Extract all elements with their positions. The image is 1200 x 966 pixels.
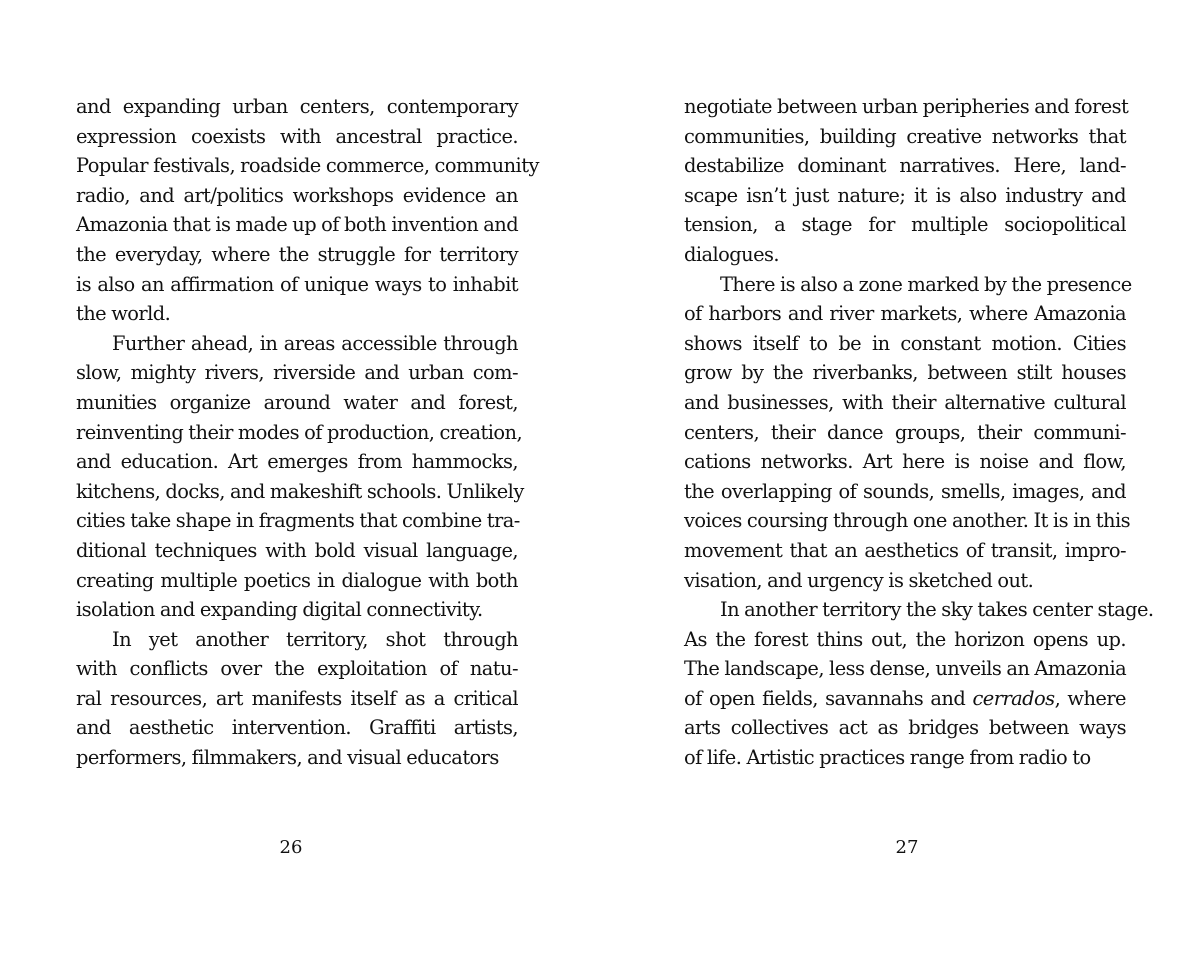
text-line: The landscape, less dense, unveils an Amazonia [684,657,1127,681]
right-page-text [684,92,1154,773]
text-line: and expanding urban centers, contemporary [76,95,518,118]
text-line: movement that an aesthetics of transit, impro- [684,538,1126,562]
text-line: the world. [76,302,171,326]
text-line: is also an affirmation of unique ways to inhabit [76,272,518,296]
left-page-number: 26 [279,837,303,858]
text-line: As the forest thins out, the horizon opens up. [684,627,1126,651]
text-line: and aesthetic intervention. Graffiti artists, [76,716,518,740]
text-line: communities, building creative networks that [684,124,1126,148]
text-line: the everyday, where the struggle for territory [76,242,518,266]
text-line: cities take shape in fragments that combine tra- [76,509,520,533]
text-line: In another territory the sky takes center stage. [720,598,1154,622]
paragraph [684,270,1132,596]
text-line: destabilize dominant narratives. Here, land- [684,154,1126,178]
text-line: In yet another territory, shot through [112,627,518,651]
text-line: visation, and urgency is sketched out. [684,568,1034,592]
text-line: ral resources, art manifests itself as a critical [76,686,518,710]
text-line: and businesses, with their alternative cultural [684,390,1126,414]
text-line: centers, their dance groups, their communi- [684,420,1126,444]
text-line: tension, a stage for multiple sociopolitical [684,213,1126,237]
text-line: isolation and expanding digital connectivity. [76,598,483,622]
text-line: performers, filmmakers, and visual educators [76,746,499,770]
text-line: grow by the riverbanks, between stilt houses [684,361,1126,385]
text-line: and education. Art emerges from hammocks, [76,450,518,474]
paragraph [684,595,1154,773]
text-line: with conflicts over the exploitation of natu- [76,657,518,681]
text-line: arts collectives act as bridges between ways [684,716,1126,740]
text-line: of open fields, savannahs and cerrados, where [684,686,1126,710]
text-line: scape isn’t just nature; it is also industry and [684,183,1126,207]
text-line: voices coursing through one another. It is in this [684,509,1131,533]
paragraph [684,92,1129,270]
text-line: Further ahead, in areas accessible through [112,331,518,355]
text-line: munities organize around water and forest, [76,390,518,414]
text-line: of life. Artistic practices range from radio to [684,746,1091,770]
text-line: Popular festivals, roadside commerce, community [76,154,539,178]
text-line: ditional techniques with bold visual language, [76,538,518,562]
text-line: radio, and art/politics workshops evidence an [76,183,518,207]
text-line: of harbors and river markets, where Amazonia [684,302,1126,326]
paragraph [76,92,539,329]
text-line: There is also a zone marked by the presence [720,272,1132,296]
text-line: shows itself to be in constant motion. Cities [684,331,1126,355]
text-line: dialogues. [684,242,780,266]
paragraph [76,329,524,625]
text-line: the overlapping of sounds, smells, images, and [684,479,1126,503]
right-page [600,0,1200,966]
text-line: Amazonia that is made up of both invention and [76,213,519,237]
left-page-text [76,92,539,773]
text-line: cations networks. Art here is noise and flow, [684,450,1126,474]
paragraph [76,625,518,773]
text-line: slow, mighty rivers, riverside and urban com- [76,361,518,385]
text-line: reinventing their modes of production, creation, [76,420,523,444]
text-line: negotiate between urban peripheries and forest [684,95,1129,118]
text-line: kitchens, docks, and makeshift schools. Unlikely [76,479,524,503]
text-line: expression coexists with ancestral practice. [76,124,518,148]
text-line: creating multiple poetics in dialogue with both [76,568,518,592]
right-page-number: 27 [895,837,919,858]
